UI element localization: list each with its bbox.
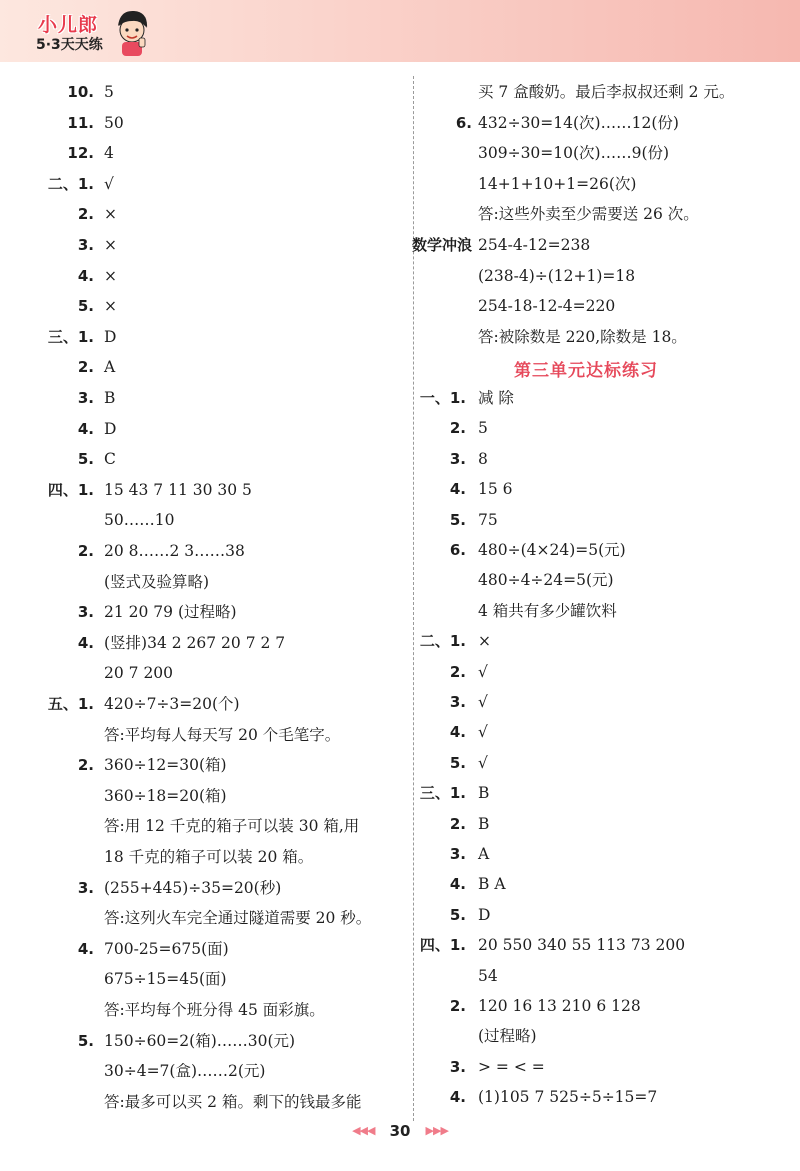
answer-text: × [104,297,117,316]
answer-text: B [478,814,490,833]
answer-text: 答:这些外卖至少需要送 26 次。 [478,205,699,224]
answer-text: 480÷4÷24=5(元) [478,571,614,590]
answer-label: 11. [67,113,94,132]
answer-text: C [104,450,116,469]
answer-text: × [104,266,117,285]
answer-text: A [104,358,116,377]
answer-text: (竖排)34 2 267 20 7 2 7 [104,633,286,652]
answer-text: 30÷4=7(盒)……2(元) [104,1062,266,1081]
answer-label: 四、1. [419,936,466,955]
answer-label: 5. [77,297,94,316]
answer-label: 2. [449,662,466,681]
answer-text: 5 [104,83,114,101]
answer-label: 4. [449,723,466,742]
answer-label: 4. [77,939,94,958]
logo-subtitle: 5·3天天练 [36,37,103,53]
answer-label: 4. [77,419,94,438]
answer-label: 二、1. [47,174,94,193]
logo-title: 小儿郎 [38,14,99,36]
answer-label: 3. [449,1057,466,1076]
answer-text: 买 7 盒酸奶。最后李叔叔还剩 2 元。 [478,83,735,101]
answer-label: 4. [449,480,466,499]
answer-text: 432÷30=14(次)……12(份) [478,113,679,132]
answer-text: 答:用 12 千克的箱子可以装 30 箱,用 [104,817,360,836]
answer-label: 三、1. [419,784,466,803]
answer-text: 答:这列火车完全通过隧道需要 20 秒。 [104,909,372,928]
answer-label: 5. [77,1031,94,1050]
answer-text: 360÷18=20(箱) [104,786,227,805]
answer-text: 75 [478,510,498,529]
answer-label: 2. [449,419,466,438]
answer-text: √ [478,753,488,772]
answer-text: × [478,632,491,651]
answer-text: 675÷15=45(面) [104,970,227,989]
answer-text: 4 [104,144,114,163]
answer-text: 120 16 13 210 6 128 [478,997,641,1015]
answer-text: (1)105 7 525÷5÷15=7 [478,1088,658,1107]
answer-label: 3. [77,389,94,407]
answer-label: 4. [449,1088,466,1107]
answer-text: 50 [104,113,124,132]
answer-text: (255+445)÷35=20(秒) [104,878,282,897]
answer-text: (238-4)÷(12+1)=18 [478,266,636,285]
right-arrows-icon: ▶▶▶ [425,1124,448,1137]
answer-text: 答:最多可以买 2 箱。剩下的钱最多能 [104,1092,362,1111]
answer-label: 2. [449,997,466,1015]
answer-label: 四、1. [47,480,94,499]
answer-text: 54 [478,966,498,985]
answer-label: 12. [67,144,94,163]
answer-text: 4 箱共有多少罐饮料 [478,601,617,620]
answer-text: 8 [478,449,488,468]
answer-text: 150÷60=2(箱)……30(元) [104,1031,296,1050]
answer-label: 3. [77,878,94,897]
answer-text: 700-25=675(面) [104,939,229,958]
answer-text: × [104,205,117,224]
answer-text: 14+1+10+1=26(次) [478,174,637,193]
logo [30,8,150,58]
answer-label: 3. [77,236,94,254]
answer-label: 2. [77,756,94,775]
answer-text: 254-4-12=238 [478,236,591,254]
answer-text: 420÷7÷3=20(个) [104,695,240,713]
section-title: 第三单元达标练习 [514,361,658,381]
answer-text: 21 20 79 (过程略) [104,603,237,622]
boy-mascot-icon [112,8,152,58]
answer-text: × [104,236,117,254]
answer-text: √ [104,174,114,193]
answer-text: D [104,419,117,438]
answer-text: 15 43 7 11 30 30 5 [104,480,252,499]
answer-label: 3. [77,603,94,622]
answer-label: 三、1. [47,327,94,346]
answer-label: 2. [77,542,94,560]
answer-text: 480÷(4×24)=5(元) [478,541,626,559]
column-divider [413,76,414,1121]
answer-label: 2. [77,205,94,224]
answer-label: 数学冲浪 [411,236,472,254]
answer-text: D [104,327,117,346]
answer-text: B [478,784,490,803]
answer-text: B A [478,875,506,894]
answer-label: 5. [449,905,466,924]
answer-text: 20 550 340 55 113 73 200 [478,936,686,955]
answer-label: 3. [449,693,466,711]
answer-text: √ [478,662,488,681]
answer-text: (竖式及验算略) [104,572,210,591]
answer-label: 5. [77,450,94,469]
answer-text: A [478,845,490,863]
answer-label: 2. [449,814,466,833]
footer [0,1120,800,1146]
answer-label: 6. [455,113,472,132]
answer-label: 2. [77,358,94,377]
answer-text: 5 [478,419,488,438]
answer-label: 4. [77,266,94,285]
answer-label: 一、1. [419,389,466,407]
answer-label: 3. [449,449,466,468]
page-number: 30 [389,1121,411,1140]
answer-text: 360÷12=30(箱) [104,756,227,775]
answer-text: B [104,389,116,407]
answer-text: √ [478,693,488,711]
answer-text: 18 千克的箱子可以装 20 箱。 [104,848,314,866]
answer-text: 50……10 [104,511,175,530]
answer-label: 4. [77,633,94,652]
answer-text: D [478,905,491,924]
answer-text: > = < = [478,1057,545,1076]
answer-label: 3. [449,845,466,863]
answer-label: 6. [449,541,466,559]
answer-text: 答:平均每人每天写 20 个毛笔字。 [104,725,341,744]
answer-label: 五、1. [47,695,94,713]
answer-text: (过程略) [478,1027,537,1046]
answer-label: 二、1. [419,632,466,651]
answer-text: 20 7 200 [104,664,174,683]
answer-label: 10. [67,83,94,101]
answer-text: 20 8……2 3……38 [104,542,245,560]
answer-label: 4. [449,875,466,894]
answer-text: 答:平均每个班分得 45 面彩旗。 [104,1001,325,1019]
left-arrows-icon: ◀◀◀ [352,1124,375,1137]
answer-text: 答:被除数是 220,除数是 18。 [478,327,687,346]
answer-text: √ [478,723,488,742]
answer-text: 15 6 [478,480,513,499]
answer-label: 5. [449,753,466,772]
answer-text: 254-18-12-4=220 [478,297,616,316]
answer-text: 减 除 [478,389,514,407]
answer-label: 5. [449,510,466,529]
answer-text: 309÷30=10(次)……9(份) [478,144,670,163]
